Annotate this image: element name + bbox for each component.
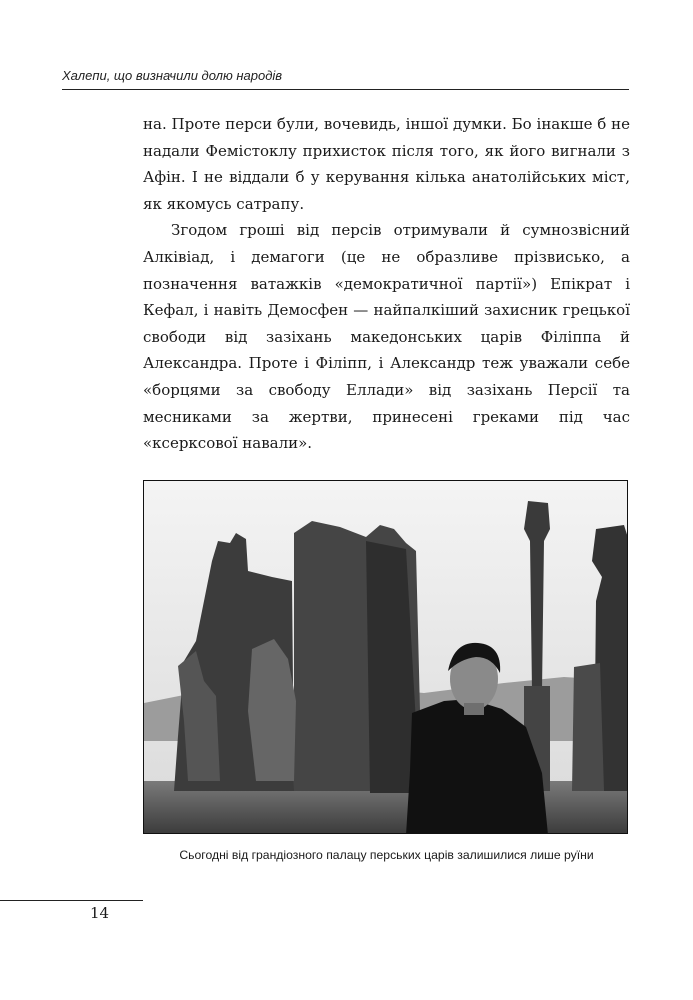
column-stump xyxy=(572,663,604,791)
body-text xyxy=(143,111,630,457)
ruins-photo xyxy=(143,480,628,834)
footer-divider xyxy=(0,900,143,901)
photo-caption: Сьогодні від грандіозного палацу перських царів залишилися лише руїни xyxy=(179,848,594,862)
header-divider xyxy=(62,89,629,90)
page-number: 14 xyxy=(90,904,110,922)
paragraph-2: Згодом гроші від персів отримували й сумнозвісний Алківіад, і демагоги (це не образливе прізвисько, а позначення ватажків «демократичної партії») Епікрат і Кефал, і навіть Демосфен — найпалкіший захисник грецької свободи від зазіхань македонських царів Філіппа й Александра. Проте і Філіпп, і Александр теж уважали себе «борцями за свободу Еллади» від зазіхань Персії та месниками за жертви, принесені греками під час «ксерксової навали». xyxy=(143,221,630,453)
header-title: Халепи, що визначили долю народів xyxy=(62,68,283,83)
person-neck xyxy=(464,703,484,715)
paragraph-1: на. Проте перси були, вочевидь, іншої думки. Бо інакше б не надали Фемістоклу прихисток після того, як його вигнали з Афін. І не віддали б у керування кілька анатолійських міст, як якомусь сатрапу. xyxy=(143,115,630,213)
